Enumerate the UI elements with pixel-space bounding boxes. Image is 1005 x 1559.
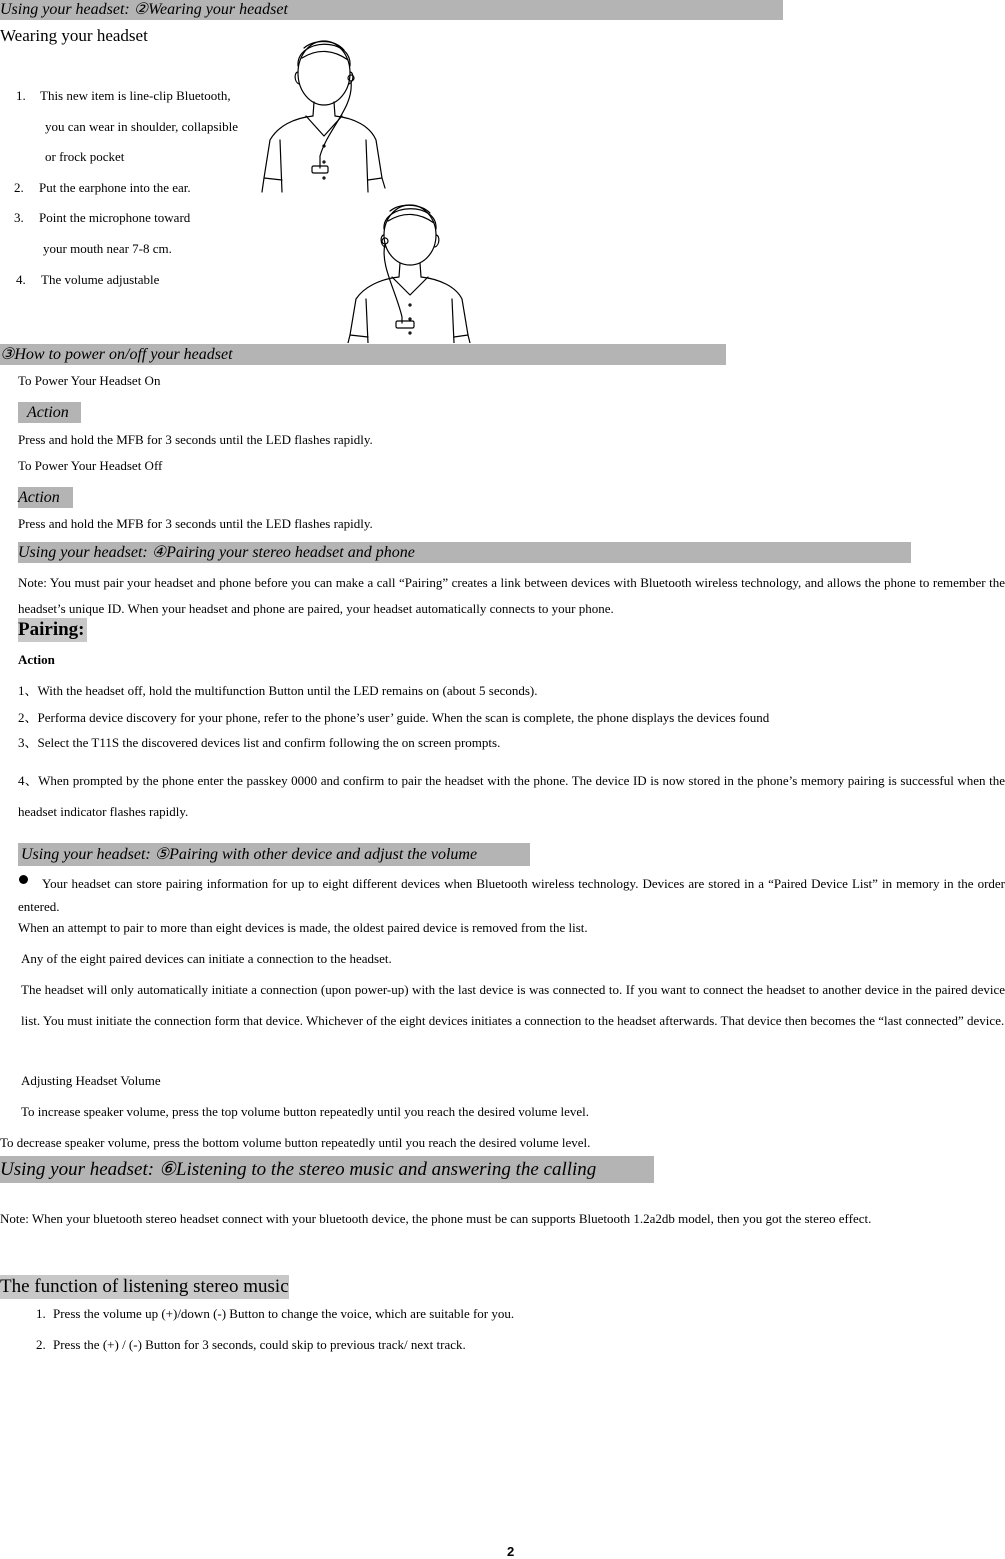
wearing-step xyxy=(14,210,190,226)
function-item-number: 2. xyxy=(36,1337,46,1352)
section-header-pairing-text: Using your headset: ④Pairing your stereo headset and phone xyxy=(18,544,415,561)
function-item-number: 1. xyxy=(36,1306,46,1321)
step-number: 4. xyxy=(16,272,26,287)
section-header-power-text: ③How to power on/off your headset xyxy=(0,346,233,363)
section-header-music xyxy=(0,1156,654,1183)
power-on-instruction: Press and hold the MFB for 3 seconds until the LED flashes rapidly. xyxy=(18,432,373,447)
function-item xyxy=(36,1306,514,1322)
step-text: This new item is line-clip Bluetooth, xyxy=(40,88,231,103)
pairing-step: 4、When prompted by the phone enter the passkey 0000 and confirm to pair the headset with the phone. The device ID is now stored in the phone’s memory pairing is successful when the headset indicator flashes rapidly. xyxy=(18,773,1005,819)
oldest-device-info: When an attempt to pair to more than eight devices is made, the oldest paired device is removed from the list. xyxy=(18,920,588,935)
function-item-text: Press the volume up (+)/down (-) Button to change the voice, which are suitable for you. xyxy=(53,1306,515,1321)
function-item xyxy=(36,1337,466,1353)
power-on-title: To Power Your Headset On xyxy=(18,373,161,388)
initiate-connection-info: Any of the eight paired devices can initiate a connection to the headset. xyxy=(21,951,392,966)
function-title: The function of listening stereo music xyxy=(0,1276,289,1297)
action-label xyxy=(18,402,81,423)
action-label xyxy=(18,487,73,508)
section-header-music-text: Using your headset: ⑥Listening to the stereo music and answering the calling xyxy=(0,1159,597,1180)
function-item-text: Press the (+) / (-) Button for 3 seconds, could skip to previous track/ next track. xyxy=(53,1337,466,1352)
wearing-step-continued: your mouth near 7-8 cm. xyxy=(43,241,172,256)
section-header-multipoint xyxy=(18,843,530,866)
wearing-step-continued: or frock pocket xyxy=(45,149,125,164)
step-number: 3. xyxy=(14,210,24,225)
wearing-step xyxy=(14,180,191,196)
action-label-text: Action xyxy=(27,404,69,421)
step-number: 2. xyxy=(14,180,24,195)
section-header-power xyxy=(0,344,726,365)
headset-wearing-illustration-2 xyxy=(344,195,474,343)
action-label-text: Action xyxy=(18,489,60,506)
pairing-action-label: Action xyxy=(18,652,55,667)
step-number: 1. xyxy=(16,88,26,103)
section-header-multipoint-text: Using your headset: ⑤Pairing with other device and adjust the volume xyxy=(21,846,478,863)
volume-title: Adjusting Headset Volume xyxy=(21,1073,161,1088)
headset-wearing-illustration-1 xyxy=(258,28,390,193)
page-number: 2 xyxy=(507,1544,515,1559)
step-text: Put the earphone into the ear. xyxy=(39,180,191,195)
pairing-list-info xyxy=(18,872,1005,918)
pairing-list-info-text: Your headset can store pairing information for up to eight different devices when Bluetooth wireless technology. Devices are stored in a “Paired Device List” in memory in the order entered. xyxy=(18,876,1005,914)
power-off-title: To Power Your Headset Off xyxy=(18,458,163,473)
auto-connect-info: The headset will only automatically initiate a connection (upon power-up) with the last device is was connected to. If you want to connect the headset to another device in the paired device list. You must initiate the connection form that device. Whichever of the eight devices initiates a connection to the headset afterwards. That device then becomes the “last connected” device. xyxy=(21,982,1005,1028)
step-text: The volume adjustable xyxy=(41,272,160,287)
pairing-step: 2、Performa device discovery for your phone, refer to the phone’s user’ guide. When the scan is complete, the phone displays the devices found xyxy=(18,710,770,725)
volume-down-info: To decrease speaker volume, press the bottom volume button repeatedly until you reach the desired volume level. xyxy=(0,1135,591,1150)
wearing-step xyxy=(16,88,231,104)
wearing-step xyxy=(16,272,159,288)
section-header-pairing xyxy=(18,542,911,563)
power-off-instruction: Press and hold the MFB for 3 seconds until the LED flashes rapidly. xyxy=(18,516,373,531)
stereo-note: Note: When your bluetooth stereo headset connect with your bluetooth device, the phone must be can supports Bluetooth 1.2a2db model, then you got the stereo effect. xyxy=(0,1211,872,1226)
volume-up-info: To increase speaker volume, press the top volume button repeatedly until you reach the desired volume level. xyxy=(21,1104,590,1119)
pairing-step: 1、With the headset off, hold the multifunction Button until the LED remains on (about 5 seconds). xyxy=(18,683,538,698)
step-text: Point the microphone toward xyxy=(39,210,191,225)
section-header-wearing-text: Using your headset: ②Wearing your headset xyxy=(0,1,288,18)
wearing-heading: Wearing your headset xyxy=(0,26,148,45)
pairing-label: Pairing: xyxy=(18,619,85,640)
pairing-step: 3、Select the T11S the discovered devices list and confirm following the on screen prompts. xyxy=(18,735,501,750)
section-header-wearing xyxy=(0,0,783,20)
wearing-step-continued: you can wear in shoulder, collapsible xyxy=(45,119,238,134)
pairing-note: Note: You must pair your headset and phone before you can make a call “Pairing” creates a link between devices with Bluetooth wireless technology, and allows the phone to remember the headset’s unique ID. When your headset and phone are paired, your headset automatically connects to your phone. xyxy=(18,575,1005,616)
